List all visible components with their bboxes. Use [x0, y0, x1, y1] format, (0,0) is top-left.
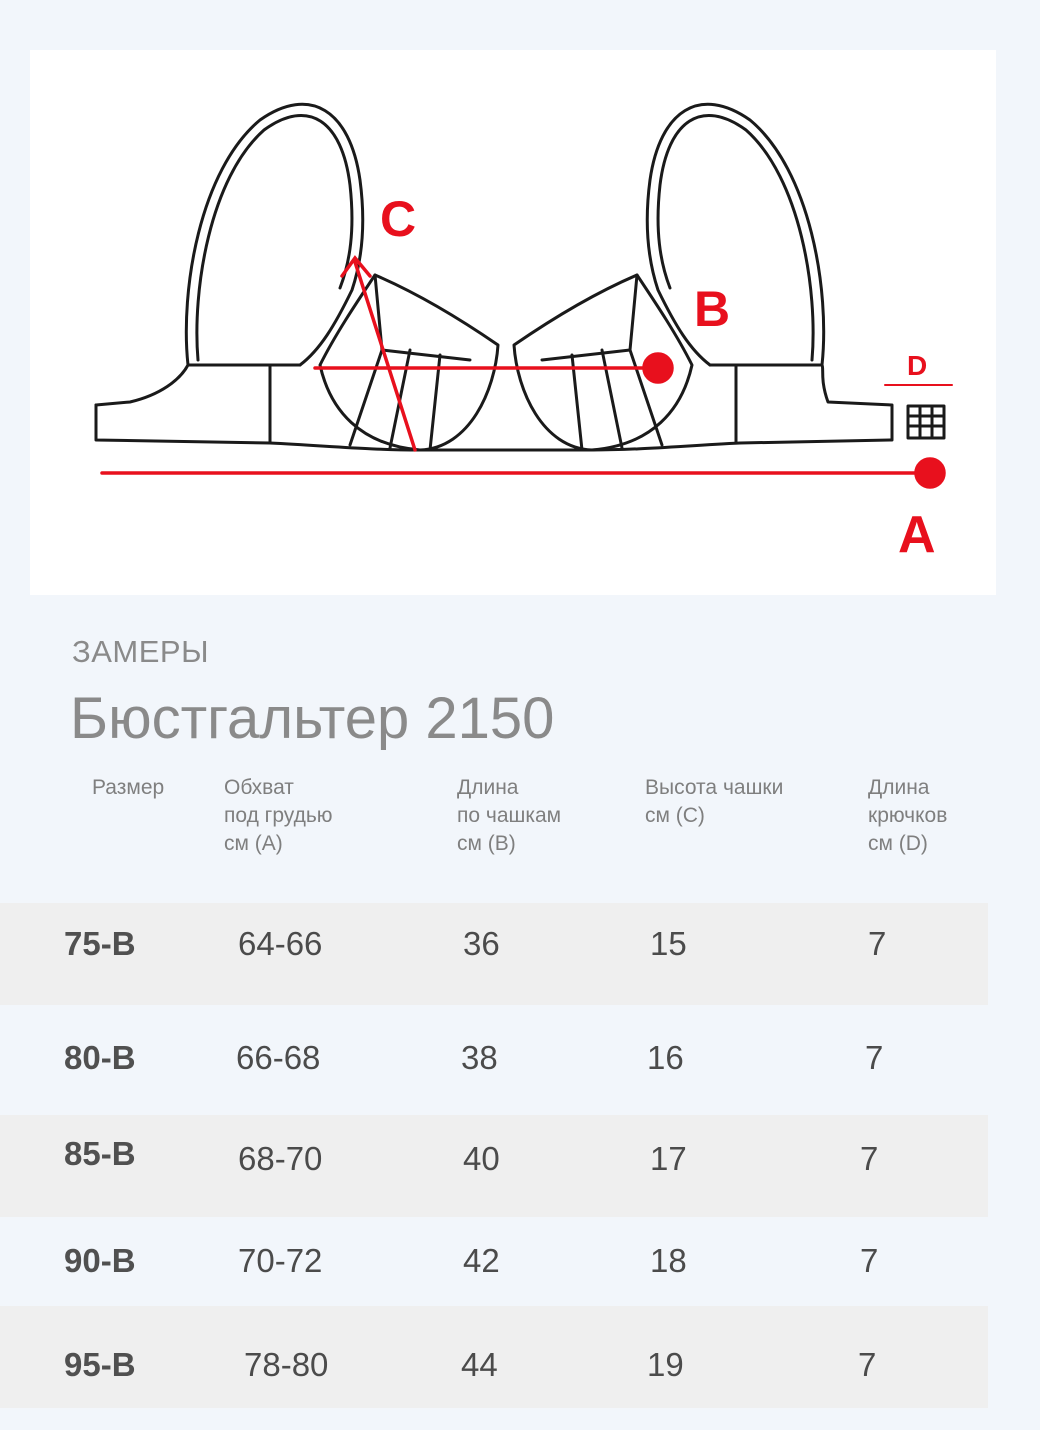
table-row: [0, 1015, 988, 1117]
table-row: [0, 1218, 988, 1320]
table-row: [0, 1306, 988, 1408]
label-c: C: [380, 191, 417, 247]
section-subtitle: ЗАМЕРЫ: [72, 634, 210, 669]
label-a: A: [898, 506, 936, 564]
column-header-cups: Длина по чашкам см (В): [457, 776, 562, 855]
cell-cup-height: 16: [647, 1039, 684, 1076]
cell-underbust: 66-68: [236, 1039, 321, 1076]
cell-size: 95-B: [64, 1346, 136, 1383]
table-row: [0, 1115, 988, 1217]
column-header-hooks: Длина крючков см (D): [868, 776, 948, 855]
label-b: B: [694, 281, 731, 337]
column-header-size: Размер: [92, 776, 165, 799]
cell-hooks: 7: [860, 1140, 879, 1177]
cell-hooks: 7: [865, 1039, 884, 1076]
cell-underbust: 70-72: [238, 1242, 323, 1279]
cell-cups: 42: [463, 1242, 500, 1279]
measurement-diagram: [30, 50, 996, 595]
label-d: D: [907, 350, 928, 381]
measure-point-b: [644, 354, 672, 382]
page-title: Бюстгальтер 2150: [70, 686, 555, 751]
measure-point-a: [916, 459, 944, 487]
cell-underbust: 68-70: [238, 1140, 323, 1177]
cell-size: 80-B: [64, 1039, 136, 1076]
cell-cup-height: 18: [650, 1242, 687, 1279]
cell-hooks: 7: [860, 1242, 879, 1279]
column-header-cup-height: Высота чашки см (С): [645, 776, 784, 827]
cell-cup-height: 17: [650, 1140, 687, 1177]
cell-cups: 38: [461, 1039, 498, 1076]
cell-size: 85-B: [64, 1135, 136, 1172]
cell-cups: 36: [463, 925, 500, 962]
right-strap: [647, 104, 823, 365]
left-strap: [186, 104, 362, 365]
cell-underbust: 64-66: [238, 925, 323, 962]
cell-cup-height: 15: [650, 925, 687, 962]
bra-outline-drawing: [30, 50, 996, 595]
cell-hooks: 7: [858, 1346, 877, 1383]
table-row: [0, 903, 988, 1005]
column-header-underbust: Обхват под грудью см (А): [224, 776, 333, 855]
cell-cups: 40: [463, 1140, 500, 1177]
cell-hooks: 7: [868, 925, 887, 962]
cell-size: 75-B: [64, 925, 136, 962]
cell-cups: 44: [461, 1346, 498, 1383]
cell-underbust: 78-80: [244, 1346, 329, 1383]
cell-size: 90-B: [64, 1242, 136, 1279]
cell-cup-height: 19: [647, 1346, 684, 1383]
